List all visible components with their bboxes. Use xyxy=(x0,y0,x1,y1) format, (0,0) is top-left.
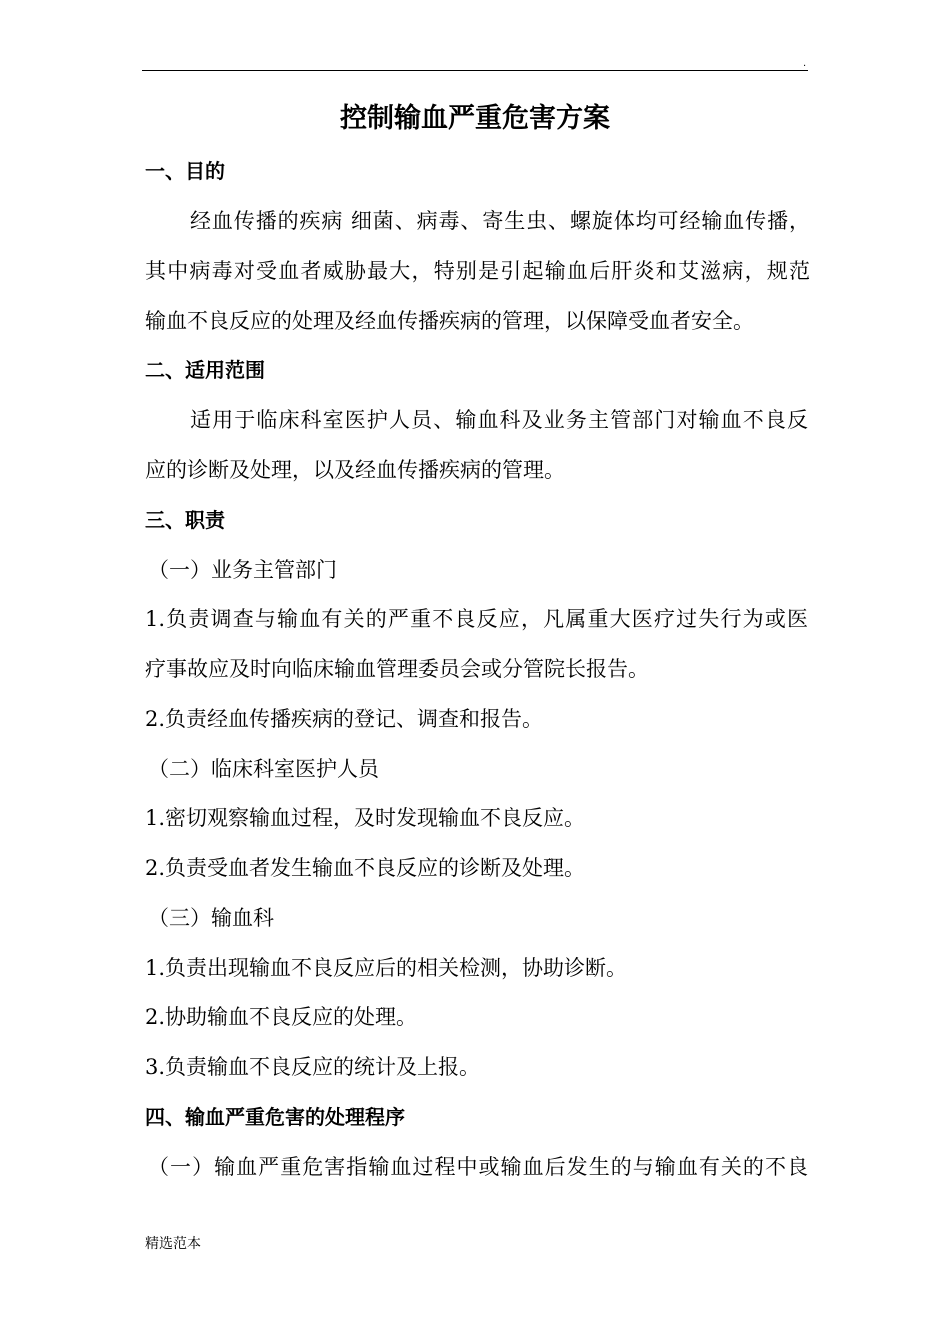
paragraph-line: （一）输血严重危害指输血过程中或输血后发生的与输血有关的不良 xyxy=(148,1155,808,1179)
footer-label: 精选范本 xyxy=(145,1236,201,1252)
subsection-heading: （三）输血科 xyxy=(148,906,274,930)
list-item: 2.协助输血不良反应的处理。 xyxy=(145,1005,418,1029)
document-title: 控制输血严重危害方案 xyxy=(340,103,610,134)
subsection-heading: （二）临床科室医护人员 xyxy=(148,757,379,781)
section-heading-procedure: 四、输血严重危害的处理程序 xyxy=(145,1105,405,1129)
header-rule xyxy=(142,70,808,71)
header-mark: . xyxy=(803,58,807,69)
paragraph-line: 输血不良反应的处理及经血传播疾病的管理，以保障受血者安全。 xyxy=(145,309,754,333)
section-heading-scope: 二、适用范围 xyxy=(145,358,265,382)
section-heading-duties: 三、职责 xyxy=(145,508,225,532)
paragraph-line: 适用于临床科室医护人员、输血科及业务主管部门对输血不良反 xyxy=(190,408,808,432)
list-item-continuation: 疗事故应及时向临床输血管理委员会或分管院长报告。 xyxy=(145,657,649,681)
list-item: 2.负责经血传播疾病的登记、调查和报告。 xyxy=(145,707,544,731)
list-item: 2.负责受血者发生输血不良反应的诊断及处理。 xyxy=(145,856,586,880)
paragraph-line: 应的诊断及处理，以及经血传播疾病的管理。 xyxy=(145,458,565,482)
subsection-heading: （一）业务主管部门 xyxy=(148,558,337,582)
list-item: 1.负责出现输血不良反应后的相关检测，协助诊断。 xyxy=(145,956,628,980)
section-heading-purpose: 一、目的 xyxy=(145,159,225,183)
list-item: 1.密切观察输血过程，及时发现输血不良反应。 xyxy=(145,806,586,830)
list-item: 3.负责输血不良反应的统计及上报。 xyxy=(145,1055,481,1079)
paragraph-line: 其中病毒对受血者威胁最大，特别是引起输血后肝炎和艾滋病，规范 xyxy=(145,259,810,283)
list-item: 1.负责调查与输血有关的严重不良反应，凡属重大医疗过失行为或医 xyxy=(145,607,808,631)
paragraph-line: 经血传播的疾病 细菌、病毒、寄生虫、螺旋体均可经输血传播， xyxy=(190,209,810,233)
